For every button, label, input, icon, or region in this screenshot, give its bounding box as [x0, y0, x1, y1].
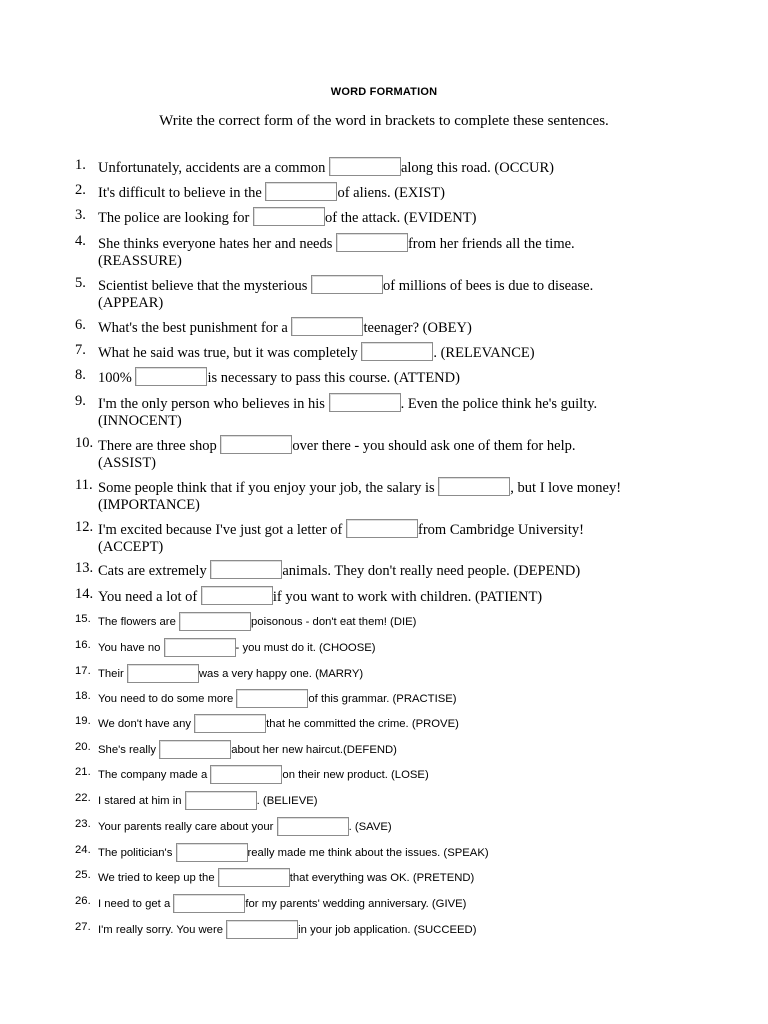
sentence-after-blank: over there - you should ask one of them for help. [292, 438, 576, 454]
question-number: 17. [75, 665, 91, 677]
question-text [98, 817, 392, 836]
answer-blank-field[interactable] [438, 477, 510, 496]
question-text [98, 791, 318, 810]
sentence-before-blank: Some people think that if you enjoy your job, the salary is [98, 480, 439, 496]
answer-blank-field[interactable] [179, 612, 251, 631]
question-number: 1. [75, 157, 86, 173]
question-number: 2. [75, 182, 86, 198]
sentence-before-blank: What's the best punishment for a [98, 320, 292, 336]
sentence-before-blank: There are three shop [98, 438, 221, 454]
sentence-after-blank: from her friends all the time. [407, 236, 575, 252]
answer-blank-field[interactable] [210, 765, 282, 784]
question-number: 24. [75, 844, 91, 856]
question-text [98, 233, 575, 270]
sentence-after-blank: . (RELEVANCE) [433, 345, 535, 361]
question-text [98, 664, 363, 683]
question-number: 4. [75, 233, 86, 249]
sentence-after-blank: of the attack. (EVIDENT) [325, 210, 477, 226]
question-number: 26. [75, 895, 91, 907]
sentence-after-blank: is necessary to pass this course. (ATTEND) [207, 370, 460, 386]
answer-blank-field[interactable] [210, 560, 282, 579]
sentence-before-blank: We don't have any [98, 718, 195, 730]
question-text [98, 393, 597, 430]
question-text [98, 560, 580, 580]
question-text [98, 157, 554, 177]
question-number: 12. [75, 519, 94, 535]
answer-blank-field[interactable] [277, 817, 349, 836]
question-number: 25. [75, 869, 91, 881]
question-number: 10. [75, 435, 94, 451]
question-number: 6. [75, 317, 86, 333]
sentence-after-blank: teenager? (OBEY) [363, 320, 472, 336]
question-text [98, 342, 535, 362]
sentence-after-blank: . (BELIEVE) [256, 795, 318, 807]
sentence-before-blank: Scientist believe that the mysterious [98, 278, 312, 294]
question-number: 16. [75, 639, 91, 651]
question-number: 27. [75, 921, 91, 933]
question-number: 3. [75, 207, 86, 223]
sentence-after-blank: if you want to work with children. (PATIENT) [272, 589, 543, 605]
question-continuation: (IMPORTANCE) [98, 497, 200, 513]
question-text [98, 843, 489, 862]
answer-blank-field[interactable] [361, 342, 433, 361]
sentence-before-blank: You have no [98, 642, 164, 654]
question-continuation: (REASSURE) [98, 253, 182, 269]
answer-blank-field[interactable] [311, 275, 383, 294]
question-number: 7. [75, 342, 86, 358]
answer-blank-field[interactable] [194, 714, 266, 733]
sentence-after-blank: . (SAVE) [348, 821, 392, 833]
question-number: 14. [75, 586, 94, 602]
sentence-before-blank: I'm really sorry. You were [98, 924, 227, 936]
question-text [98, 765, 429, 784]
question-number: 23. [75, 818, 91, 830]
question-number: 21. [75, 766, 91, 778]
sentence-after-blank: in your job application. (SUCCEED) [298, 924, 477, 936]
question-text [98, 586, 542, 606]
question-number: 22. [75, 792, 91, 804]
question-number: 15. [75, 613, 91, 625]
answer-blank-field[interactable] [135, 367, 207, 386]
sentence-before-blank: 100% [98, 370, 136, 386]
sentence-before-blank: The police are looking for [98, 210, 254, 226]
question-number: 19. [75, 715, 91, 727]
question-continuation: (INNOCENT) [98, 413, 182, 429]
sentence-before-blank: We tried to keep up the [98, 872, 218, 884]
question-text [98, 182, 445, 202]
answer-blank-field[interactable] [173, 894, 245, 913]
question-text [98, 689, 457, 708]
answer-blank-field[interactable] [159, 740, 231, 759]
answer-blank-field[interactable] [346, 519, 418, 538]
sentence-after-blank: . Even the police think he's guilty. [400, 396, 598, 412]
question-text [98, 920, 476, 939]
answer-blank-field[interactable] [329, 393, 401, 412]
question-text [98, 519, 584, 556]
question-text [98, 638, 376, 657]
question-number: 18. [75, 690, 91, 702]
answer-blank-field[interactable] [176, 843, 248, 862]
sentence-after-blank: - you must do it. (CHOOSE) [235, 642, 376, 654]
question-continuation: (ASSIST) [98, 455, 157, 471]
sentence-before-blank: I stared at him in [98, 795, 185, 807]
sentence-after-blank: animals. They don't really need people. (DEPEND) [282, 563, 581, 579]
question-text [98, 367, 460, 387]
sentence-before-blank: She's really [98, 744, 160, 756]
sentence-before-blank: Your parents really care about your [98, 821, 277, 833]
sentence-after-blank: on their new product. (LOSE) [282, 769, 429, 781]
sentence-before-blank: She thinks everyone hates her and needs [98, 236, 336, 252]
answer-blank-field[interactable] [265, 182, 337, 201]
question-number: 9. [75, 393, 86, 409]
answer-blank-field[interactable] [201, 586, 273, 605]
sentence-before-blank: The flowers are [98, 616, 179, 628]
answer-blank-field[interactable] [236, 689, 308, 708]
page-title: WORD FORMATION [330, 86, 438, 98]
answer-blank-field[interactable] [164, 638, 236, 657]
question-text [98, 435, 575, 472]
sentence-before-blank: Unfortunately, accidents are a common [98, 160, 329, 176]
sentence-before-blank: What he said was true, but it was completely [98, 345, 362, 361]
question-continuation: (ACCEPT) [98, 539, 164, 555]
sentence-after-blank: of this grammar. (PRACTISE) [308, 693, 457, 705]
answer-blank-field[interactable] [253, 207, 325, 226]
sentence-after-blank: that he committed the crime. (PROVE) [266, 718, 459, 730]
answer-blank-field[interactable] [336, 233, 408, 252]
sentence-before-blank: It's difficult to believe in the [98, 185, 266, 201]
sentence-after-blank: of millions of bees is due to disease. [383, 278, 594, 294]
answer-blank-field[interactable] [226, 920, 298, 939]
sentence-before-blank: I'm excited because I've just got a letter of [98, 522, 347, 538]
answer-blank-field[interactable] [220, 435, 292, 454]
sentence-before-blank: I need to get a [98, 898, 174, 910]
sentence-after-blank: really made me think about the issues. (SPEAK) [247, 847, 489, 859]
question-number: 5. [75, 275, 86, 291]
answer-blank-field[interactable] [185, 791, 257, 810]
sentence-after-blank: about her new haircut.(DEFEND) [231, 744, 397, 756]
question-text [98, 317, 472, 337]
question-number: 13. [75, 560, 94, 576]
sentence-before-blank: The company made a [98, 769, 211, 781]
sentence-before-blank: I'm the only person who believes in his [98, 396, 329, 412]
sentence-before-blank: Their [98, 668, 127, 680]
sentence-after-blank: along this road. (OCCUR) [400, 160, 555, 176]
sentence-after-blank: for my parents' wedding anniversary. (GIVE) [245, 898, 467, 910]
answer-blank-field[interactable] [218, 868, 290, 887]
question-number: 8. [75, 367, 86, 383]
sentence-after-blank: , but I love money! [510, 480, 622, 496]
question-number: 20. [75, 741, 91, 753]
sentence-before-blank: Cats are extremely [98, 563, 211, 579]
sentence-after-blank: that everything was OK. (PRETEND) [289, 872, 475, 884]
sentence-before-blank: The politician's [98, 847, 176, 859]
sentence-before-blank: You need a lot of [98, 589, 201, 605]
sentence-before-blank: You need to do some more [98, 693, 237, 705]
answer-blank-field[interactable] [127, 664, 199, 683]
question-text [98, 894, 466, 913]
question-text [98, 477, 621, 514]
question-text [98, 207, 476, 227]
answer-blank-field[interactable] [291, 317, 363, 336]
question-text [98, 740, 397, 759]
question-number: 11. [75, 477, 93, 493]
question-text [98, 275, 593, 312]
question-text [98, 612, 416, 631]
sentence-after-blank: from Cambridge University! [418, 522, 584, 538]
question-text [98, 868, 474, 887]
question-text [98, 714, 459, 733]
instructions: Write the correct form of the word in brackets to complete these sentences. [159, 113, 609, 129]
sentence-after-blank: poisonous - don't eat them! (DIE) [251, 616, 417, 628]
sentence-after-blank: of aliens. (EXIST) [337, 185, 445, 201]
answer-blank-field[interactable] [329, 157, 401, 176]
question-continuation: (APPEAR) [98, 295, 164, 311]
sentence-after-blank: was a very happy one. (MARRY) [198, 668, 364, 680]
